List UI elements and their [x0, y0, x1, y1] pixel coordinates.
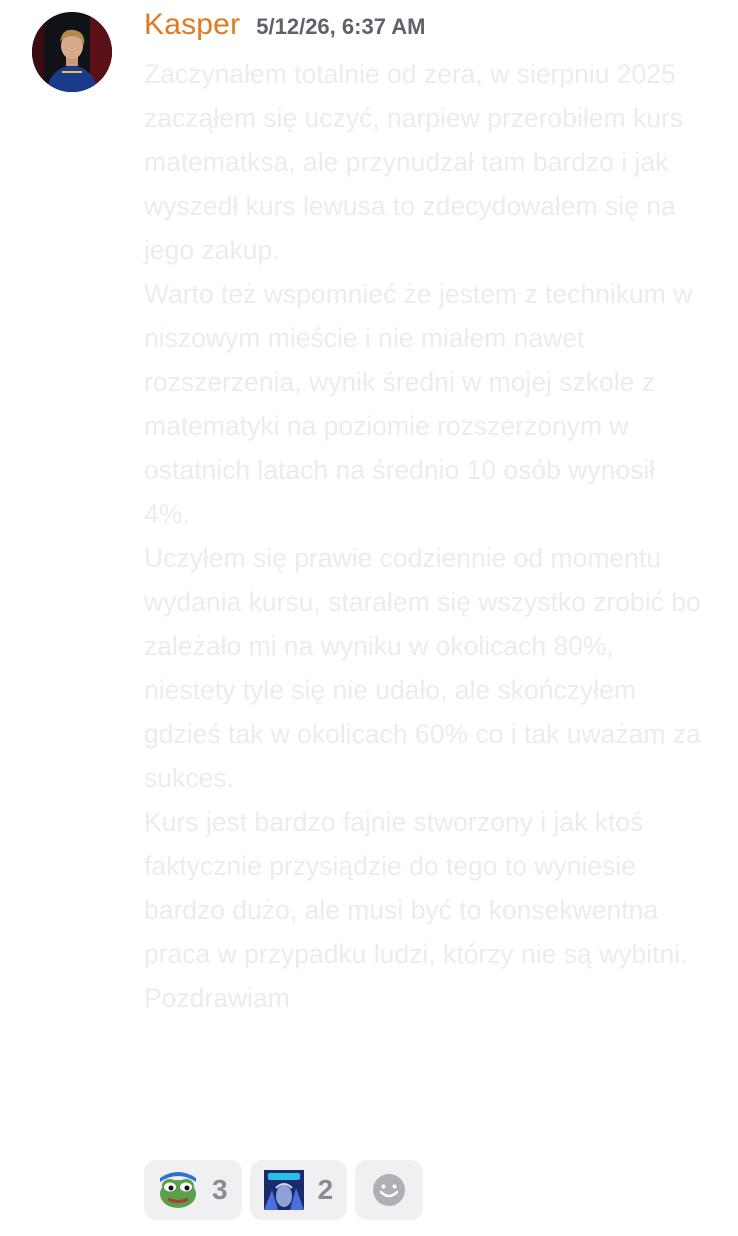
footballer-avatar — [32, 12, 112, 92]
author-name[interactable]: Kasper — [144, 8, 241, 41]
message-header — [144, 8, 425, 52]
message-timestamp: 5/12/26, 6:37 AM — [256, 14, 426, 39]
message-paragraph: Warto też wspomnieć że jestem z technikum w niszowym mieście i nie miałem nawet rozszerzenia, wynik średni w mojej szkole z matematyki na poziomie rozszerzonym w ostatnich latach na średnio 10 osób wynosił 4%. — [144, 279, 693, 529]
reaction-count: 2 — [317, 1174, 334, 1205]
message-paragraph: Kurs jest bardzo fajnie stworzony i jak ktoś faktycznie przysiądzie do tego to wyniesie bardzo dużo, ale musi być to konsekwentna praca w przypadku ludzi, którzy nie są wybitni. — [144, 807, 688, 969]
message-paragraph: Pozdrawiam — [144, 983, 290, 1013]
message-paragraph: Uczyłem się prawie codziennie od momentu wydania kursu, starałem się wszystko zrobić bo zależało mi na wyniku w okolicach 80%, niestety tyle się nie udało, ale skończyłem gdzieś tak w okolicach 60% co i tak uważam za sukces. — [144, 543, 701, 793]
reactions-bar — [144, 1160, 423, 1220]
avatar[interactable] — [32, 12, 112, 92]
reaction-count: 3 — [212, 1174, 228, 1205]
reaction-trywialne[interactable] — [250, 1160, 348, 1220]
message-content — [144, 52, 704, 1020]
add-reaction-button[interactable] — [355, 1160, 423, 1220]
trywialne-emoji — [264, 1170, 304, 1210]
reaction-pepe[interactable] — [144, 1160, 242, 1220]
smiley-face-icon — [372, 1173, 406, 1207]
pepe-frog-emoji — [158, 1170, 198, 1210]
message-paragraph: Zaczynałem totalnie od zera, w sierpniu 2025 zacząłem się uczyć, narpiew przerobiłem kurs matematksa, ale przynudzał tam bardzo i jak wyszedł kurs lewusa to zdecydowałem się na jego zakup. — [144, 59, 684, 265]
